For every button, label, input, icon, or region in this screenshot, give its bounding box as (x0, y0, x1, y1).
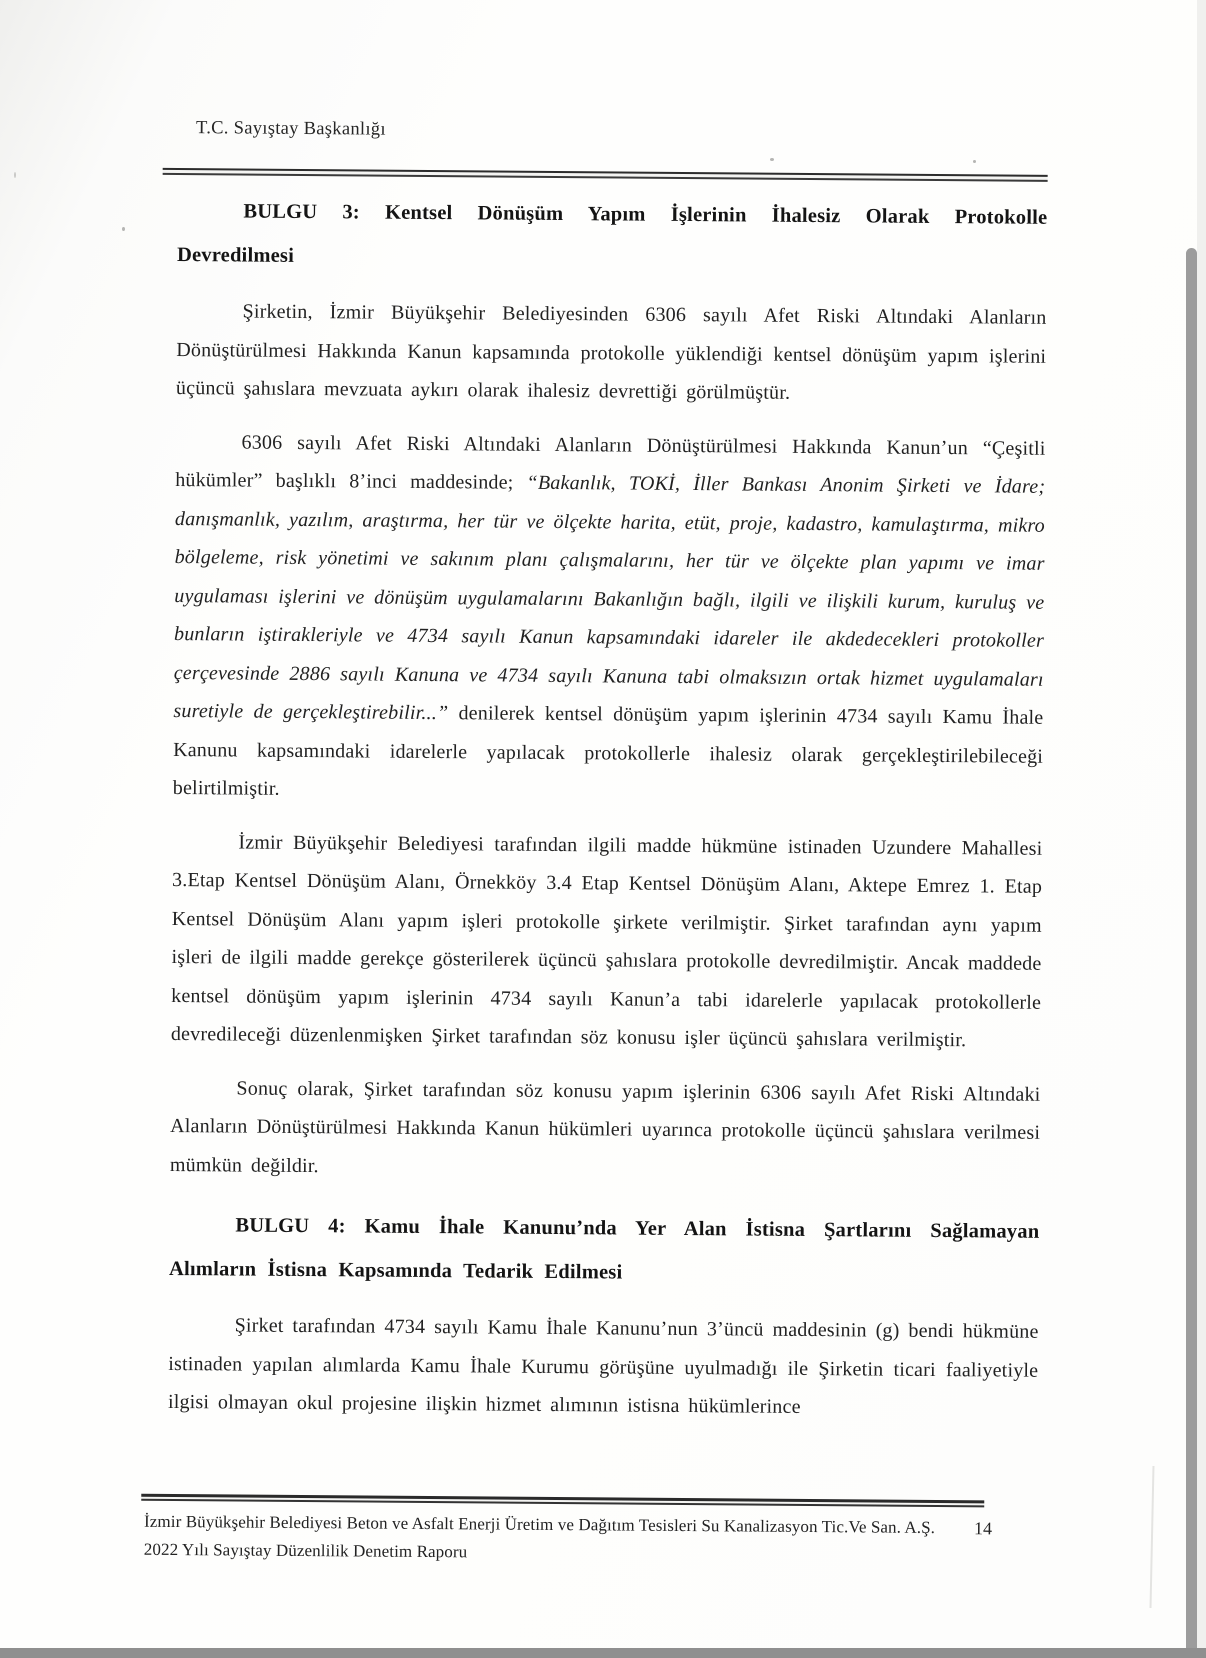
bulgu3-paragraph-1: Şirketin, İzmir Büyükşehir Belediyesinden 6306 sayılı Afet Riski Altındaki Alanların Dönüştürülmesi Hakkında Kanun kapsamında protokolle yüklendiği kentsel dönüşüm yapım işlerini üçüncü şahıslara mevzuata aykırı olarak ihalesiz devrettiği görülmüştür. (175, 300, 1047, 404)
bulgu4-paragraph-1: Şirket tarafından 4734 sayılı Kamu İhale Kanunu’nun 3’üncü maddesinin (g) bendi hükmüne istinaden yapılan alımlarda Kamu İhale Kurumu görüşüne uyulmadığı ile Şirketin ticari faaliyetiyle ilgisi olmayan okul projesine ilişkin hizmet alımının istisna hükümlerince (167, 1314, 1039, 1418)
footer-report-title: İzmir Büyükşehir Belediyesi Beton ve Asfalt Enerji Üretim ve Dağıtım Tesisleri Su Kanalizasyon Tic.Ve San. A.Ş. 2022 Yılı Sayıştay Düzenlilik Denetim Raporu (143, 1511, 936, 1562)
bulgu3-paragraph-2 (173, 422, 1046, 814)
scan-speck (14, 172, 16, 178)
bulgu3-heading: BULGU 3: Kentsel Dönüşüm Yapım İşlerinin İhalesiz Olarak Protokolle Devredilmesi (176, 200, 1048, 267)
page-number: 14 (973, 1518, 993, 1539)
scrollbar-track[interactable] (1197, 0, 1206, 1658)
vertical-scrollbar-thumb[interactable] (1186, 248, 1197, 1658)
bulgu3-paragraph-4: Sonuç olarak, Şirket tarafından söz konusu yapım işlerinin 6306 sayılı Afet Riski Altındaki Alanların Dönüştürülmesi Hakkında Kanun hükümleri uyarınca protokolle üçüncü şahıslara verilmesi mümkün değildir. (169, 1076, 1041, 1177)
law-quote-intro: 6306 sayılı Afet Riski Altındaki Alanların Dönüştürülmesi Hakkında Kanun’un “Çeşitli hükümler” başlıklı 8’inci maddesinde; (175, 431, 1046, 494)
header-title: T.C. Sayıştay Başkanlığı (195, 118, 386, 140)
footer-divider (141, 1494, 984, 1508)
scan-speck (973, 160, 976, 163)
header-divider (163, 168, 1048, 182)
page-bottom-edge (0, 1648, 1206, 1658)
bulgu4-heading: BULGU 4: Kamu İhale Kanunu’nda Yer Alan İstisna Şartlarını Sağlamayan Alımların İstisna Kapsamında Tedarik Edilmesi (168, 1214, 1040, 1284)
law-quote-text: “Bakanlık, TOKİ, İller Bankası Anonim Şirketi ve İdare; danışmanlık, yazılım, araştırma, her tür ve ölçekte harita, etüt, proje, kadastro, kamulaştırma, mikro bölgeleme, risk yönetimi ve sakınım planı çalışmalarını, her tür ve ölçekte plan yapımı ve imar uygulaması işlerini ve dönüşüm uygulamalarını Bakanlığın bağlı, ilgili ve ilişkili kurum, kuruluş ve bunların iştirakleriyle ve 4734 sayılı Kanun kapsamındaki idareler ile akdedecekleri protokoller çerçevesinde 2886 sayılı Kanuna ve 4734 sayılı Kanuna tabi olmaksızın ortak hizmet uygulamaları suretiyle de gerçekleştirebilir...” (173, 471, 1046, 725)
document-header (196, 118, 1048, 153)
bulgu3-paragraph-3: İzmir Büyükşehir Belediyesi tarafından ilgili madde hükmüne istinaden Uzundere Mahallesi 3.Etap Kentsel Dönüşüm Alanı, Örnekköy 3.4 Etap Kentsel Dönüşüm Alanı, Aktepe Emrez 1. Etap Kentsel Dönüşüm Alanı yapım işleri protokolle şirkete verilmiştir. Şirket tarafından aynı yapım işleri de ilgili madde gerekçe gösterilerek üçüncü şahıslara protokolle devredilmiştir. Ancak maddede kentsel dönüşüm yapım işlerinin 4734 sayılı Kanun’a tabi idarelerle yapılacak protokollerle devredileceği düzenlenmişken Şirket tarafından söz konusu işler üçüncü şahıslara verilmiştir. (170, 830, 1043, 1052)
page-footer (141, 1494, 1082, 1571)
page-body (168, 118, 1048, 1428)
scan-speck (122, 227, 125, 231)
law-quote-outro: denilerek kentsel dönüşüm yapım işlerinin 4734 sayılı Kamu İhale Kanunu kapsamındaki idarelerle yapılacak protokollerle ihalesiz olarak gerçekleştirilebileceği belirtilmiştir. (172, 702, 1044, 800)
scan-speck (770, 158, 774, 161)
